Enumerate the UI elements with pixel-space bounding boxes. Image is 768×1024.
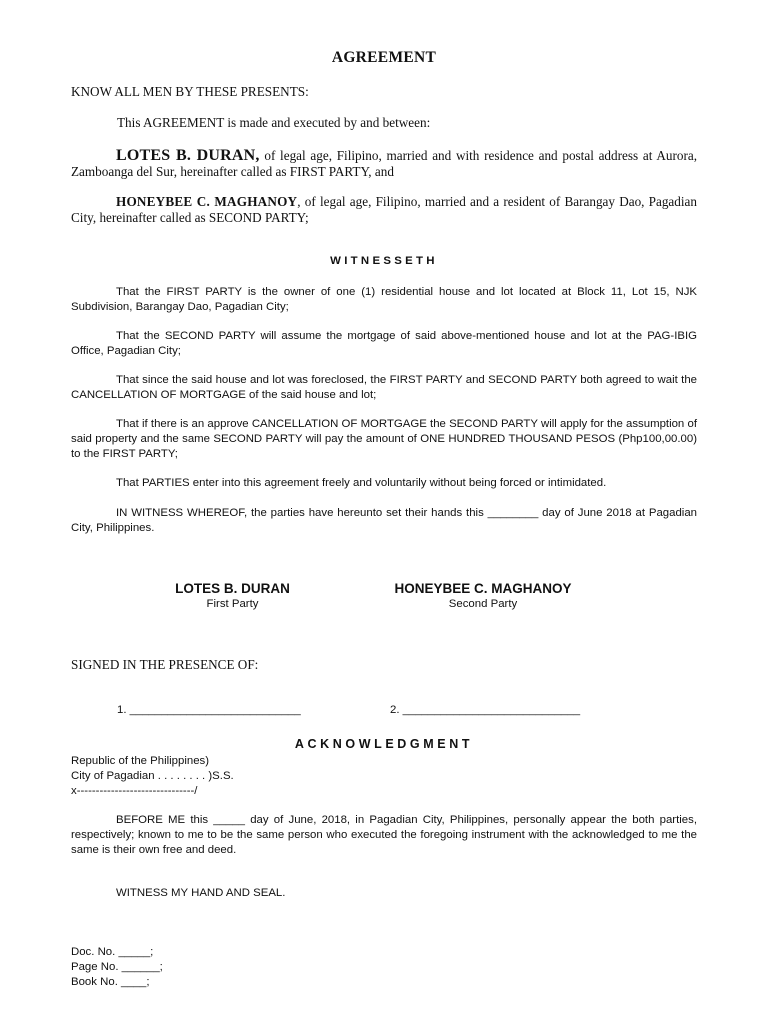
- second-party-description: , of legal age, Filipino, married and a resident of Barangay Dao, Pagadian City, hereinafter called as SECOND PARTY;: [71, 194, 697, 225]
- witness-line-2: 2. ____________________________: [390, 704, 581, 716]
- witness-hand-seal: WITNESS MY HAND AND SEAL.: [116, 887, 286, 899]
- venue-line-1: Republic of the Philippines): [71, 755, 210, 767]
- page-number: Page No. ______;: [71, 961, 163, 973]
- clause-3: That since the said house and lot was foreclosed, the FIRST PARTY and SECOND PARTY both agreed to wait the CANCELLATION OF MORTGAGE of the said house and lot;: [71, 374, 697, 401]
- signature-role: First Party: [206, 598, 259, 610]
- before-me-paragraph: BEFORE ME this _____ day of June, 2018, in Pagadian City, Philippines, personally appear the both parties, respectively; known to me to be the same person who executed the foregoing instrument with the acknowledged to me the same is their own free and deed.: [71, 814, 697, 856]
- witness-line-1: 1. ___________________________: [117, 704, 301, 716]
- signature-name: HONEYBEE C. MAGHANOY: [394, 581, 572, 596]
- witness-whereof: IN WITNESS WHEREOF, the parties have hereunto set their hands this ________ day of June 2018 at Pagadian City, Philippines.: [71, 507, 697, 534]
- clause-5: That PARTIES enter into this agreement freely and voluntarily without being forced or intimidated.: [116, 477, 607, 489]
- doc-number: Doc. No. _____;: [71, 946, 154, 958]
- first-party-description: of legal age, Filipino, married and with residence and postal address at Aurora, Zamboanga del Sur, hereinafter called as FIRST PARTY, and: [71, 148, 697, 179]
- signature-first-party: [130, 580, 335, 612]
- clause-4: That if there is an approve CANCELLATION OF MORTGAGE the SECOND PARTY will apply for the assumption of said property and the same SECOND PARTY will pay the amount of ONE HUNDRED THOUSAND PESOS (Php100,00.00) to the FIRST PARTY;: [71, 418, 697, 460]
- signature-name: LOTES B. DURAN: [175, 581, 290, 596]
- clause-1: That the FIRST PARTY is the owner of one (1) residential house and lot located at Block 11, Lot 15, NJK Subdivision, Barangay Dao, Pagadian City;: [71, 286, 697, 313]
- acknowledgment-heading: ACKNOWLEDGMENT: [294, 737, 474, 751]
- book-number: Book No. ____;: [71, 976, 150, 988]
- witnesseth-heading: WITNESSETH: [330, 255, 438, 267]
- signed-presence-line: SIGNED IN THE PRESENCE OF:: [71, 657, 259, 672]
- intro-line: This AGREEMENT is made and executed by and between:: [117, 115, 431, 130]
- signature-role: Second Party: [448, 598, 518, 610]
- opening-line: KNOW ALL MEN BY THESE PRESENTS:: [71, 84, 309, 99]
- clause-2: That the SECOND PARTY will assume the mortgage of said above-mentioned house and lot at the PAG-IBIG Office, Pagadian City;: [71, 330, 697, 357]
- document-title: AGREEMENT: [331, 49, 437, 66]
- venue-line-2: City of Pagadian . . . . . . . . )S.S.: [71, 770, 234, 782]
- second-party-paragraph: [71, 194, 697, 226]
- signature-second-party: [370, 580, 596, 612]
- first-party-paragraph: [71, 148, 697, 180]
- first-party-name: LOTES B. DURAN,: [116, 147, 260, 164]
- second-party-name: HONEYBEE C. MAGHANOY: [116, 194, 298, 209]
- venue-line-3: x-------------------------------/: [71, 785, 198, 797]
